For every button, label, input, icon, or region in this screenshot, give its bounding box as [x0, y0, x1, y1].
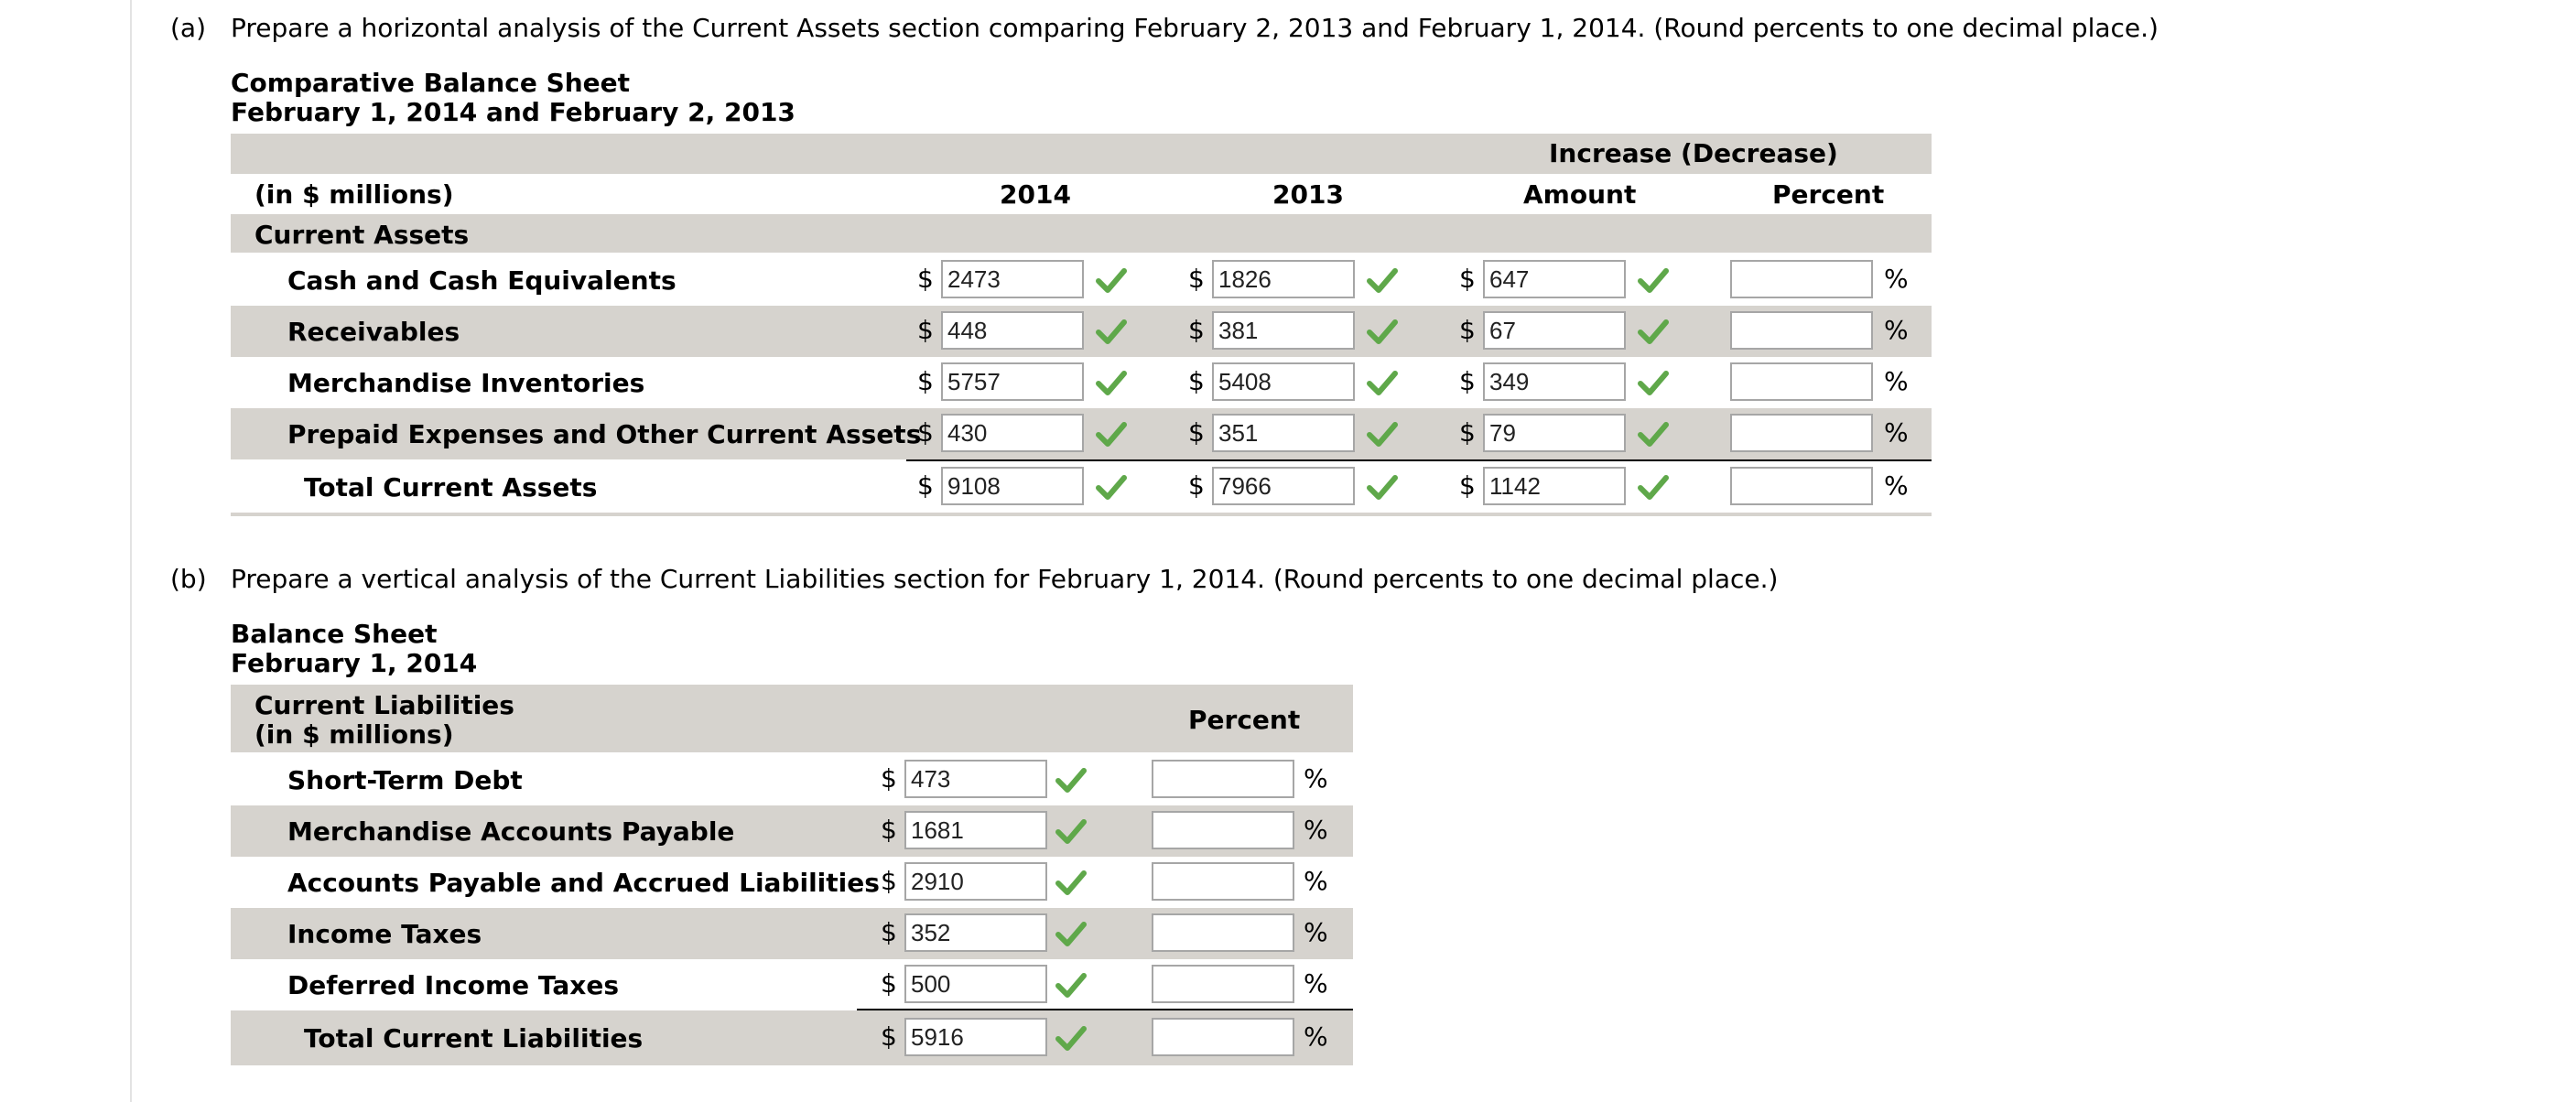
check-icon — [1096, 369, 1127, 396]
left-margin-rule — [130, 0, 132, 1102]
row-label: Merchandise Accounts Payable — [287, 816, 735, 847]
liability-percent-input[interactable] — [1152, 760, 1294, 798]
currency-symbol: $ — [1459, 264, 1476, 294]
percent-sign: % — [1304, 866, 1328, 896]
check-icon — [1096, 266, 1127, 294]
currency-symbol: $ — [881, 968, 897, 999]
currency-symbol: $ — [881, 815, 897, 845]
value-2014-input[interactable]: 2473 — [941, 260, 1084, 298]
row-label: Deferred Income Taxes — [287, 970, 620, 1000]
units-label-b: (in $ millions) — [254, 719, 454, 750]
check-icon — [1638, 420, 1669, 448]
check-icon — [1367, 420, 1398, 448]
currency-symbol: $ — [881, 917, 897, 947]
liability-percent-input[interactable] — [1152, 811, 1294, 849]
row-label: Prepaid Expenses and Other Current Assets — [287, 419, 922, 449]
amount-input[interactable]: 349 — [1483, 362, 1626, 401]
currency-symbol: $ — [881, 1021, 897, 1052]
column-header-amount: Amount — [1523, 179, 1637, 210]
percent-input[interactable] — [1730, 414, 1873, 452]
percent-input[interactable] — [1730, 260, 1873, 298]
currency-symbol: $ — [917, 470, 934, 501]
total-liabilities-input[interactable]: 5916 — [904, 1018, 1047, 1056]
currency-symbol: $ — [1188, 417, 1205, 448]
percent-sign: % — [1884, 470, 1909, 501]
currency-symbol: $ — [1459, 470, 1476, 501]
total-percent-input[interactable] — [1730, 467, 1873, 505]
value-2013-input[interactable]: 5408 — [1212, 362, 1355, 401]
amount-input[interactable]: 67 — [1483, 311, 1626, 350]
value-2014-input[interactable]: 5757 — [941, 362, 1084, 401]
total-2014-input[interactable]: 9108 — [941, 467, 1084, 505]
check-icon — [1055, 869, 1087, 896]
section-band — [231, 214, 1932, 253]
value-2014-input[interactable]: 430 — [941, 414, 1084, 452]
units-label: (in $ millions) — [254, 179, 454, 210]
check-icon — [1055, 817, 1087, 845]
check-icon — [1638, 369, 1669, 396]
total-row-label: Total Current Assets — [304, 472, 598, 502]
question-b-marker: (b) — [170, 564, 207, 594]
total-rule — [906, 459, 1932, 461]
check-icon — [1096, 318, 1127, 345]
amount-input[interactable]: 647 — [1483, 260, 1626, 298]
currency-symbol: $ — [917, 264, 934, 294]
percent-sign: % — [1304, 763, 1328, 794]
statement-b-subtitle: February 1, 2014 — [231, 648, 478, 678]
value-2013-input[interactable]: 351 — [1212, 414, 1355, 452]
percent-sign: % — [1884, 366, 1909, 396]
statement-b-title: Balance Sheet — [231, 619, 438, 649]
liability-value-input[interactable]: 2910 — [904, 862, 1047, 901]
liability-value-input[interactable]: 473 — [904, 760, 1047, 798]
current-liabilities-header: Current Liabilities — [254, 690, 514, 720]
percent-sign: % — [1304, 815, 1328, 845]
percent-sign: % — [1884, 264, 1909, 294]
check-icon — [1055, 1024, 1087, 1052]
total-amount-input[interactable]: 1142 — [1483, 467, 1626, 505]
check-icon — [1055, 971, 1087, 999]
liability-percent-input[interactable] — [1152, 965, 1294, 1003]
currency-symbol: $ — [1459, 366, 1476, 396]
question-a-text: Prepare a horizontal analysis of the Current Assets section comparing February 2, 2013 and February 1, 2014. (Round percents to one decimal place.) — [231, 13, 2159, 43]
check-icon — [1055, 766, 1087, 794]
percent-sign: % — [1304, 917, 1328, 947]
column-header-percent-b: Percent — [1188, 705, 1301, 735]
currency-symbol: $ — [1459, 417, 1476, 448]
value-2013-input[interactable]: 1826 — [1212, 260, 1355, 298]
currency-symbol: $ — [917, 366, 934, 396]
column-header-2013: 2013 — [1272, 179, 1344, 210]
check-icon — [1055, 920, 1087, 947]
row-label: Receivables — [287, 317, 460, 347]
liability-value-input[interactable]: 352 — [904, 913, 1047, 952]
check-icon — [1367, 369, 1398, 396]
percent-input[interactable] — [1730, 362, 1873, 401]
check-icon — [1367, 266, 1398, 294]
currency-symbol: $ — [1188, 264, 1205, 294]
percent-sign: % — [1884, 315, 1909, 345]
statement-a-title: Comparative Balance Sheet — [231, 68, 631, 98]
value-2014-input[interactable]: 448 — [941, 311, 1084, 350]
currency-symbol: $ — [1188, 315, 1205, 345]
question-b-text: Prepare a vertical analysis of the Current Liabilities section for February 1, 2014. (Round percents to one decimal place.) — [231, 564, 1779, 594]
check-icon — [1096, 420, 1127, 448]
liability-value-input[interactable]: 500 — [904, 965, 1047, 1003]
row-label: Short-Term Debt — [287, 765, 523, 795]
currency-symbol: $ — [881, 763, 897, 794]
check-icon — [1638, 473, 1669, 501]
currency-symbol: $ — [881, 866, 897, 896]
percent-input[interactable] — [1730, 311, 1873, 350]
row-label: Income Taxes — [287, 919, 482, 949]
check-icon — [1096, 473, 1127, 501]
percent-sign: % — [1304, 1021, 1328, 1052]
question-a-marker: (a) — [170, 13, 207, 43]
total-rule-b — [857, 1009, 1353, 1010]
column-header-2014: 2014 — [1000, 179, 1071, 210]
check-icon — [1367, 473, 1398, 501]
value-2013-input[interactable]: 381 — [1212, 311, 1355, 350]
check-icon — [1638, 318, 1669, 345]
total-percent-input[interactable] — [1152, 1018, 1294, 1056]
liability-percent-input[interactable] — [1152, 862, 1294, 901]
row-label: Accounts Payable and Accrued Liabilities — [287, 868, 880, 898]
percent-sign: % — [1304, 968, 1328, 999]
column-header-percent: Percent — [1772, 179, 1885, 210]
percent-sign: % — [1884, 417, 1909, 448]
total-row-label: Total Current Liabilities — [304, 1023, 644, 1053]
liability-value-input[interactable]: 1681 — [904, 811, 1047, 849]
amount-input[interactable]: 79 — [1483, 414, 1626, 452]
table-bottom-rule — [231, 513, 1932, 516]
check-icon — [1367, 318, 1398, 345]
currency-symbol: $ — [1188, 366, 1205, 396]
row-label: Merchandise Inventories — [287, 368, 645, 398]
liability-percent-input[interactable] — [1152, 913, 1294, 952]
row-label: Cash and Cash Equivalents — [287, 265, 676, 296]
total-2013-input[interactable]: 7966 — [1212, 467, 1355, 505]
increase-decrease-header: Increase (Decrease) — [1549, 138, 1838, 168]
statement-a-subtitle: February 1, 2014 and February 2, 2013 — [231, 97, 796, 127]
currency-symbol: $ — [917, 315, 934, 345]
currency-symbol: $ — [1459, 315, 1476, 345]
currency-symbol: $ — [917, 417, 934, 448]
currency-symbol: $ — [1188, 470, 1205, 501]
section-label-current-assets: Current Assets — [254, 220, 470, 250]
check-icon — [1638, 266, 1669, 294]
